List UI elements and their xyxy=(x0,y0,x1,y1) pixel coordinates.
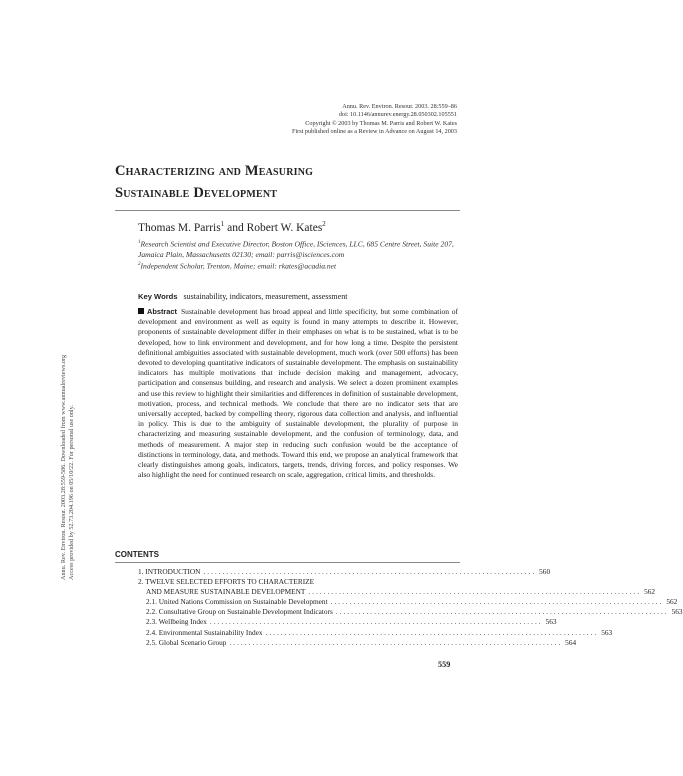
toc-leader: ....................................................................................... xyxy=(308,587,642,597)
toc-entry-page: 563 xyxy=(545,617,557,627)
toc-entry-label: 1. INTRODUCTION xyxy=(138,567,201,576)
title-line-2: Sustainable Development xyxy=(115,185,278,201)
toc-entry-label: AND MEASURE SUSTAINABLE DEVELOPMENT xyxy=(146,587,306,597)
abstract-text: Sustainable development has broad appeal and little specificity, but some combination of development and environment as well as equity is found in many attempts to describe it. However, proponents of sustainable development differ in their emphases on what is to be sustained, what is to be developed, how to link environment and development, and for how long a time. Despite the persistent definitional ambiguities associated with sustainable development, much work (over 500 efforts) has been devoted to developing quantitative indicators of sustainable development. The emphasis on sustainability indicators has multiple motivations that include decision making and management, advocacy, participation and consensus building, and research and analysis. We select a dozen prominent examples and use this review to highlight their similarities and differences in definition of sustainable development, motivation, process, and technical methods. We conclude that there are no indicator sets that are universally accepted, backed by compelling theory, rigorous data collection and analysis, and influential in policy. This is due to the ambiguity of sustainable development, the plurality of purpose in characterizing and measuring sustainable development, and the confusion of terminology, data, and methods of measurement. A major step in reducing such confusion would be the acceptance of distinctions in terminology, data, and methods. Toward this end, we propose an analytical framework that clearly distinguishes among goals, indicators, targets, trends, driving forces, and policy responses. We also highlight the need for continued research on scale, aggregation, critical limits, and thresholds. xyxy=(138,307,458,480)
toc-entry-label: 2.3. Wellbeing Index xyxy=(146,617,207,627)
affiliation-2-mark: 2 xyxy=(138,261,141,267)
citation-line: Annu. Rev. Environ. Resour. 2003. 28:559–86 xyxy=(342,103,457,110)
toc-entry[interactable] xyxy=(138,617,557,627)
toc-entry[interactable] xyxy=(138,567,551,577)
toc-entry-label: 2.2. Consultative Group on Sustainable Development Indicators xyxy=(146,607,333,617)
author-2: Robert W. Kates xyxy=(246,221,323,234)
affiliation-1 xyxy=(138,238,458,260)
toc-entry[interactable] xyxy=(138,597,678,607)
copyright-line: Copyright © 2003 by Thomas M. Parris and Robert W. Kates xyxy=(305,119,457,127)
affiliation-1-mark: 1 xyxy=(138,240,141,245)
abstract-label: Abstract xyxy=(147,307,177,316)
keywords-text: sustainability, indicators, measurement, assessment xyxy=(183,292,348,301)
contents-heading: CONTENTS xyxy=(115,550,159,559)
affiliations xyxy=(138,238,458,272)
download-notice xyxy=(60,355,76,580)
toc-entry-label: 2.5. Global Scenario Group xyxy=(146,637,227,647)
download-notice-line-2: Access provided by 52.73.204.196 on 05/10/22. For personal use only. xyxy=(68,405,76,580)
doi-line: doi: 10.1146/annurev.energy.28.050302.105551 xyxy=(338,111,457,119)
affiliation-2-text: Independent Scholar, Trenton, Maine; email: rkates@acadia.net xyxy=(140,261,337,271)
author-conjunction: and xyxy=(224,221,247,234)
published-line: First published online as a Review in Advance on August 14, 2003 xyxy=(292,128,457,136)
toc-entry-page: 562 xyxy=(644,587,656,597)
toc-leader: ....................................................................................... xyxy=(335,607,669,617)
toc-entry[interactable] xyxy=(138,627,613,638)
download-notice-line-1: Annu. Rev. Environ. Resour. 2003.28:559-586. Downloaded from www.annualreviews.org xyxy=(60,354,67,580)
toc-entry-page: 563 xyxy=(601,627,613,637)
table-of-contents xyxy=(138,567,683,648)
toc-leader: ....................................................................................... xyxy=(265,627,599,637)
keywords xyxy=(138,292,347,301)
abstract xyxy=(138,307,458,480)
toc-entry[interactable] xyxy=(138,587,656,597)
toc-entry-page: 562 xyxy=(666,597,678,607)
toc-entry-page: 560 xyxy=(539,567,551,576)
affiliation-1-text: Research Scientist and Executive Director, Boston Office, ISciences, LLC, 685 Centre Street, Suite 207, Jamaica Plain, Massachusetts 02130; email: parris@isciences.com xyxy=(138,239,454,259)
article-title xyxy=(115,160,313,204)
affiliation-2 xyxy=(138,260,458,272)
toc-entry[interactable] xyxy=(138,607,683,617)
toc-leader: ....................................................................................... xyxy=(229,637,563,647)
toc-leader: ....................................................................................... xyxy=(209,617,543,627)
toc-entry-label: 2.4. Environmental Sustainability Index xyxy=(146,627,263,637)
toc-entry-label: 2.1. United Nations Commission on Sustainable Development xyxy=(146,597,328,607)
author-1-mark: 1 xyxy=(220,220,225,228)
contents-divider xyxy=(115,562,460,563)
author-2-mark: 2 xyxy=(322,220,326,228)
abstract-square-icon xyxy=(138,308,144,314)
page-number: 559 xyxy=(438,660,451,669)
toc-entry-page: 563 xyxy=(671,607,683,617)
keywords-label: Key Words xyxy=(138,292,178,301)
toc-leader: ....................................................................................... xyxy=(330,597,664,607)
toc-entry-page: 564 xyxy=(565,637,577,647)
toc-entry[interactable] xyxy=(138,637,577,648)
journal-header xyxy=(292,103,457,137)
title-divider xyxy=(115,210,460,211)
author-1: Thomas M. Parris xyxy=(138,221,221,234)
toc-entry-label: 2. TWELVE SELECTED EFFORTS TO CHARACTERIZE xyxy=(138,577,315,587)
toc-entry[interactable] xyxy=(138,577,458,587)
toc-leader: ....................................................................................... xyxy=(203,567,537,576)
title-line-1: Characterizing and Measuring xyxy=(115,163,314,179)
author-list xyxy=(138,220,326,234)
